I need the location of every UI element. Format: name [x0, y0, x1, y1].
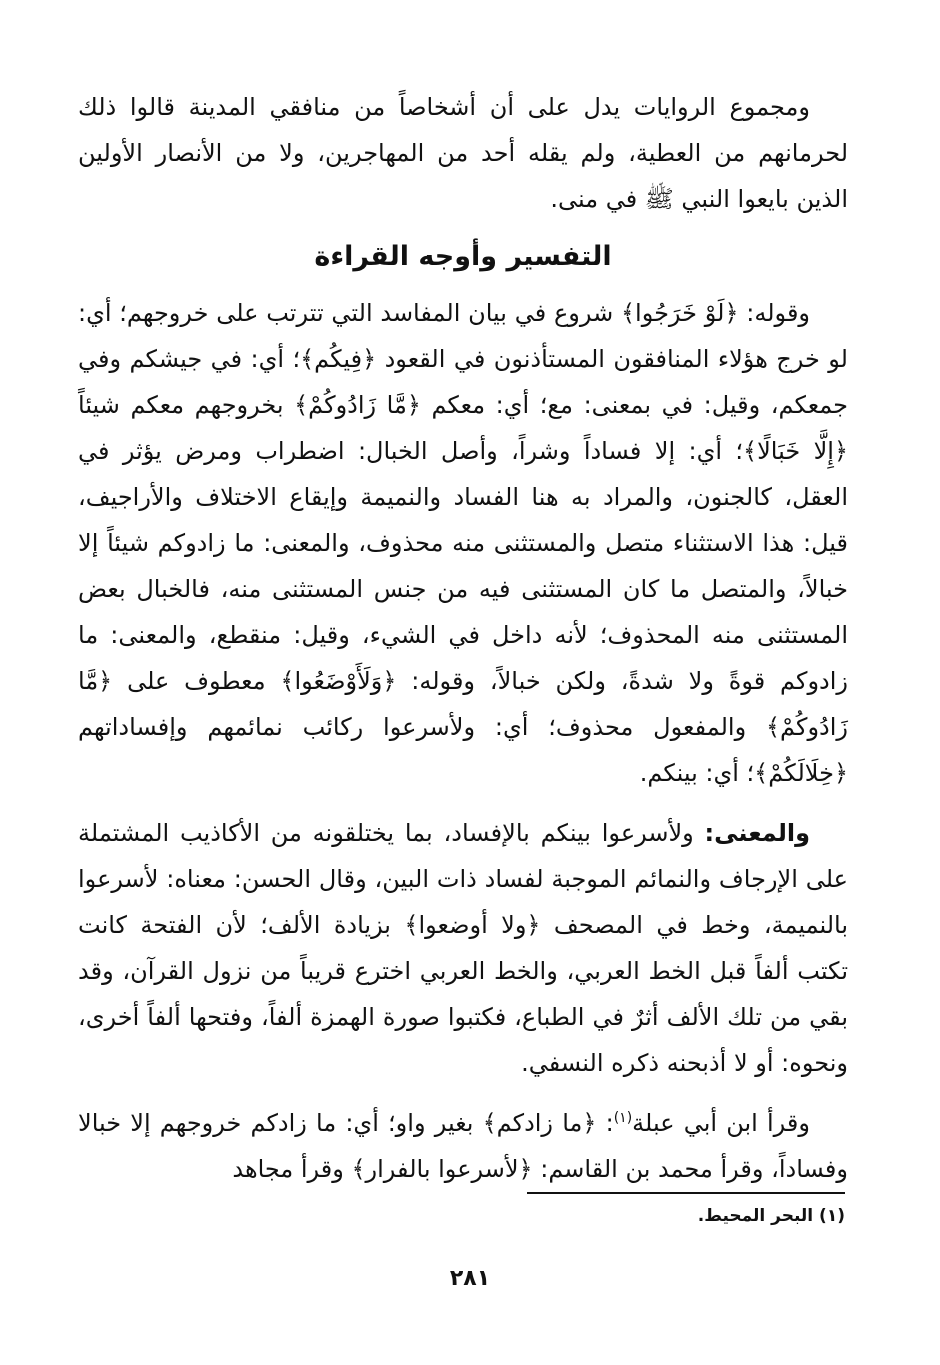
readings-text-start: وقرأ ابن أبي عبلة	[632, 1109, 810, 1137]
footnote-divider	[527, 1192, 845, 1194]
paragraph-meaning	[78, 810, 848, 1086]
page-number: ٢٨١	[449, 1266, 491, 1291]
footnote-marker: (١)	[613, 1110, 633, 1126]
readings-text-end: : ﴿ما زادكم﴾ بغير واو؛ أي: ما زادكم خروجهم إلا خبالا وفساداً، وقرأ محمد بن القاسم: ﴿لأسرعوا بالفرار﴾ وقرأ مجاهد	[78, 1109, 848, 1183]
page-body	[78, 84, 848, 1192]
section-heading: التفسير وأوجه القراءة	[314, 241, 612, 272]
paragraph-readings	[78, 1100, 848, 1192]
meaning-lead: والمعنى:	[704, 819, 810, 847]
meaning-text: ولأسرعوا بينكم بالإفساد، بما يختلقونه من الأكاذيب المشتملة على الإرجاف والنمائم الموجبة لفساد ذات البين، وقال الحسن: معناه: لأسرعوا بالنميمة، وخط في المصحف ﴿ولا أوضعوا﴾ بزيادة الألف؛ لأن الفتحة كانت تكتب ألفاً قبل الخط العربي، والخط العربي اخترع قريباً من نزول القرآن، وقد بقي من تلك الألف أثرٌ في الطباع، فكتبوا صورة الهمزة ألفاً، وفتحها ألفاً أخرى، ونحوه: أو لا أذبحنه ذكره النسفي.	[78, 819, 848, 1077]
footnote: (١) البحر المحيط.	[697, 1206, 845, 1226]
paragraph-intro: ومجموع الروايات يدل على أن أشخاصاً من منافقي المدينة قالوا ذلك لحرمانهم من العطية، ولم يقله أحد من المهاجرين، ولا من الأنصار الأولين الذين بايعوا النبي ﷺ في منى.	[78, 93, 848, 213]
paragraph-tafsir: وقوله: ﴿لَوْ خَرَجُوا﴾ شروع في بيان المفاسد التي تترتب على خروجهم؛ أي: لو خرج هؤلاء المنافقون المستأذنون في القعود ﴿فِيكُم﴾؛ أي: في جيشكم وفي جمعكم، وقيل: في بمعنى: مع؛ أي: معكم ﴿مَّا زَادُوكُمْ﴾ بخروجهم معكم شيئاً ﴿إِلَّا خَبَالًا﴾؛ أي: إلا فساداً وشراً، وأصل الخبال: اضطراب ومرض يؤثر في العقل، كالجنون، والمراد به هنا الفساد والنميمة وإيقاع الاختلاف والأراجيف، قيل: هذا الاستثناء متصل والمستثنى منه محذوف، والمعنى: ما زادوكم شيئاً إلا خبالاً، والمتصل ما كان المستثنى فيه من جنس المستثنى منه، فالخبال بعض المستثنى منه المحذوف؛ لأنه داخل في الشيء، وقيل: منقطع، والمعنى: ما زادوكم قوةً ولا شدةً، ولكن خبالاً، وقوله: ﴿وَلَأَوْضَعُوا﴾ معطوف على ﴿مَّا زَادُوكُمْ﴾ والمفعول محذوف؛ أي: ولأسرعوا ركائب نمائمهم وإفساداتهم ﴿خِلَالَكُمْ﴾؛ أي: بينكم.	[78, 299, 848, 787]
